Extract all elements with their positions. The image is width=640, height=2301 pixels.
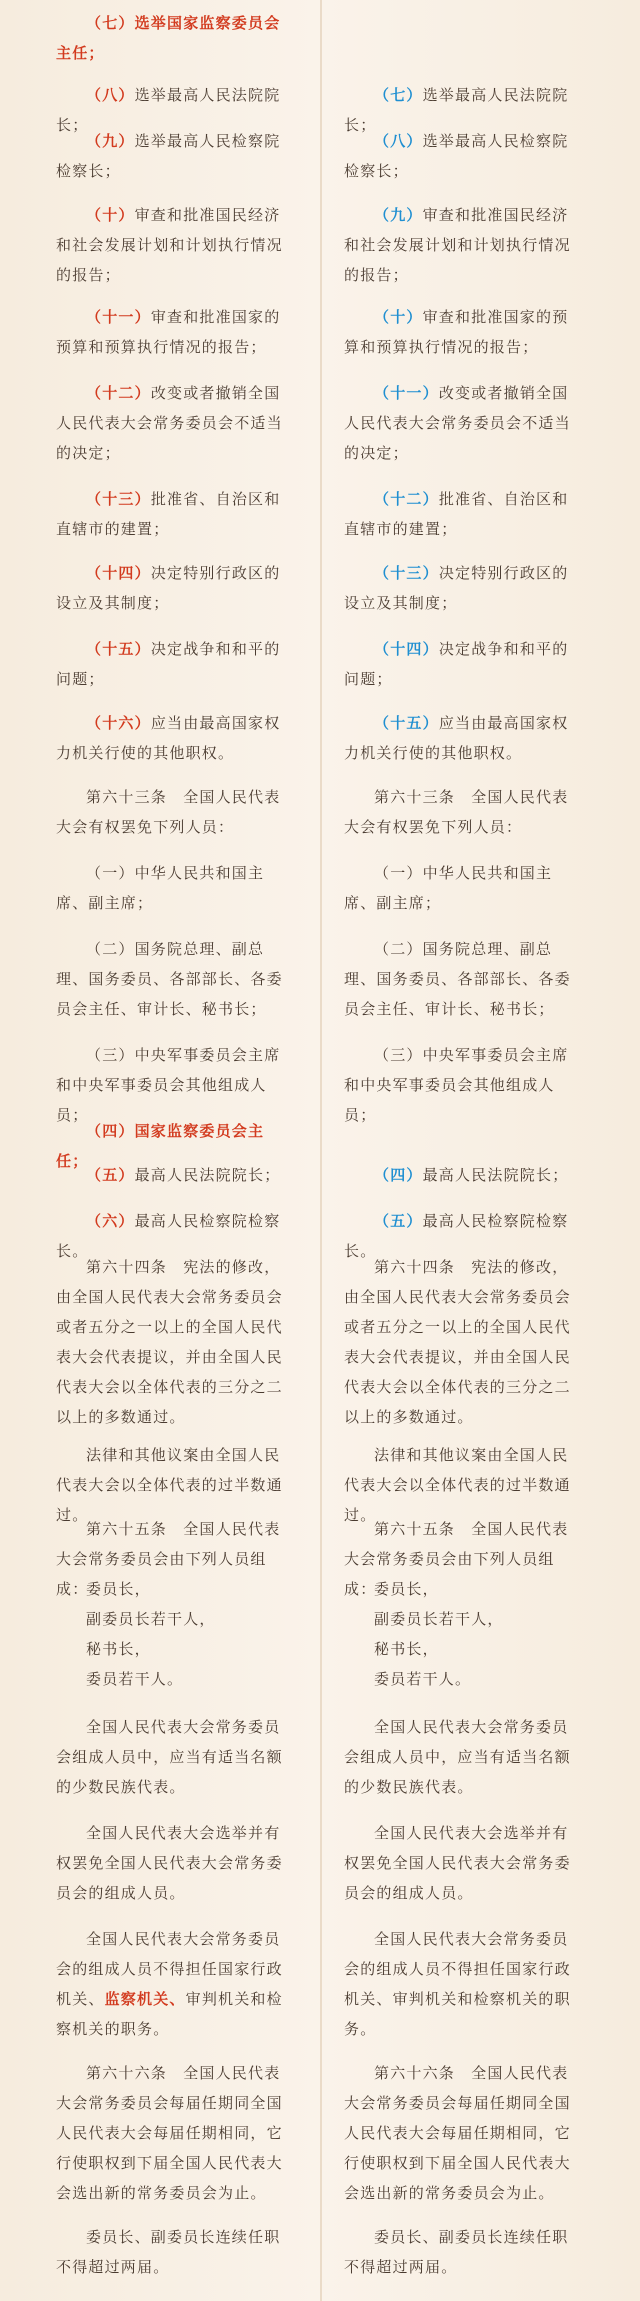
left-item-7: （七）选举国家监察委员会主任； [56,14,281,62]
left-article-64-p2: 法律和其他议案由全国人民代表大会以全体代表的过半数通过。 [56,1446,283,1524]
right-item-14: （十四）决定战争和和平的问题； [344,640,569,688]
left-article-63: 第六十三条 全国人民代表大会有权罢免下列人员： [56,788,281,836]
left-a63-item-3: （三）中央军事委员会主席和中央军事委员会其他组成人员； [56,1046,281,1124]
right-a63-item-4: （四）最高人民法院院长； [374,1166,569,1184]
right-article-66-p2: 委员长、副委员长连续任职不得超过两届。 [344,2228,569,2276]
left-item-8: （八）选举最高人民法院院长； [56,86,281,134]
right-member-3: 秘书长， [374,1640,439,1658]
left-article-65: 第六十五条 全国人民代表大会常务委员会由下列人员组成： [56,1520,281,1598]
right-item-8: （八）选举最高人民检察院检察长； [344,132,569,180]
left-a63-item-4: （四）国家监察委员会主任； [56,1122,265,1170]
right-member-1: 委员长， [374,1580,439,1598]
left-a63-item-6: （六）最高人民检察院检察长。 [56,1212,281,1260]
left-article-66: 第六十六条 全国人民代表大会常务委员会每届任期同全国人民代表大会每届任期相同，它行使职权到下届全国人民代表大会选出新的常务委员会为止。 [56,2064,283,2202]
right-article-63: 第六十三条 全国人民代表大会有权罢免下列人员： [344,788,569,836]
right-a63-item-3: （三）中央军事委员会主席和中央军事委员会其他组成人员； [344,1046,569,1124]
left-a63-item-1: （一）中华人民共和国主席、副主席； [56,864,265,912]
right-item-13: （十三）决定特别行政区的设立及其制度； [344,564,569,612]
right-item-15: （十五）应当由最高国家权力机关行使的其他职权。 [344,714,569,762]
right-item-7: （七）选举最高人民法院院长； [344,86,569,134]
right-member-4: 委员若干人。 [374,1670,472,1688]
left-item-15: （十五）决定战争和和平的问题； [56,640,281,688]
right-a63-item-5: （五）最高人民检察院检察长。 [344,1212,569,1260]
left-item-13: （十三）批准省、自治区和直辖市的建置； [56,490,281,538]
left-item-9: （九）选举最高人民检察院检察长； [56,132,281,180]
left-item-10: （十）审查和批准国民经济和社会发展计划和计划执行情况的报告； [56,206,283,284]
right-item-12: （十二）批准省、自治区和直辖市的建置； [344,490,569,538]
left-article-65-p4: 全国人民代表大会常务委员会的组成人员不得担任国家行政机关、监察机关、审判机关和检察机关的职务。 [56,1930,283,2038]
left-item-16: （十六）应当由最高国家权力机关行使的其他职权。 [56,714,281,762]
right-a63-item-1: （一）中华人民共和国主席、副主席； [344,864,553,912]
right-member-2: 副委员长若干人， [374,1610,504,1628]
left-a63-item-5: （五）最高人民法院院长； [86,1166,281,1184]
left-a63-item-2: （二）国务院总理、副总理、国务委员、各部部长、各委员会主任、审计长、秘书长； [56,940,283,1018]
right-article-65-p4: 全国人民代表大会常务委员会的组成人员不得担任国家行政机关、审判机关和检察机关的职务。 [344,1930,571,2038]
right-item-10: （十）审查和批准国家的预算和预算执行情况的报告； [344,308,569,356]
left-item-11: （十一）审查和批准国家的预算和预算执行情况的报告； [56,308,281,356]
left-article-64: 第六十四条 宪法的修改，由全国人民代表大会常务委员会或者五分之一以上的全国人民代表大会代表提议，并由全国人民代表大会以全体代表的三分之二以上的多数通过。 [56,1258,283,1426]
left-article-65-p3: 全国人民代表大会选举并有权罢免全国人民代表大会常务委员会的组成人员。 [56,1824,283,1902]
right-article-65: 第六十五条 全国人民代表大会常务委员会由下列人员组成： [344,1520,569,1598]
left-member-2: 副委员长若干人， [86,1610,216,1628]
left-article-65-p2: 全国人民代表大会常务委员会组成人员中，应当有适当名额的少数民族代表。 [56,1718,283,1796]
left-member-1: 委员长， [86,1580,151,1598]
left-article-66-p2: 委员长、副委员长连续任职不得超过两届。 [56,2228,281,2276]
right-article-64-p2: 法律和其他议案由全国人民代表大会以全体代表的过半数通过。 [344,1446,571,1524]
column-divider [320,0,322,2301]
left-member-4: 委员若干人。 [86,1670,184,1688]
right-article-66: 第六十六条 全国人民代表大会常务委员会每届任期同全国人民代表大会每届任期相同，它行使职权到下届全国人民代表大会选出新的常务委员会为止。 [344,2064,571,2202]
right-article-65-p2: 全国人民代表大会常务委员会组成人员中，应当有适当名额的少数民族代表。 [344,1718,571,1796]
right-article-65-p3: 全国人民代表大会选举并有权罢免全国人民代表大会常务委员会的组成人员。 [344,1824,571,1902]
left-member-3: 秘书长， [86,1640,151,1658]
right-article-64: 第六十四条 宪法的修改，由全国人民代表大会常务委员会或者五分之一以上的全国人民代表大会代表提议，并由全国人民代表大会以全体代表的三分之二以上的多数通过。 [344,1258,571,1426]
right-a63-item-2: （二）国务院总理、副总理、国务委员、各部部长、各委员会主任、审计长、秘书长； [344,940,571,1018]
right-item-11: （十一）改变或者撤销全国人民代表大会常务委员会不适当的决定； [344,384,571,462]
left-item-14: （十四）决定特别行政区的设立及其制度； [56,564,281,612]
left-item-12: （十二）改变或者撤销全国人民代表大会常务委员会不适当的决定； [56,384,283,462]
left-inserted-text: 监察机关、 [104,1990,186,2008]
right-item-9: （九）审查和批准国民经济和社会发展计划和计划执行情况的报告； [344,206,571,284]
